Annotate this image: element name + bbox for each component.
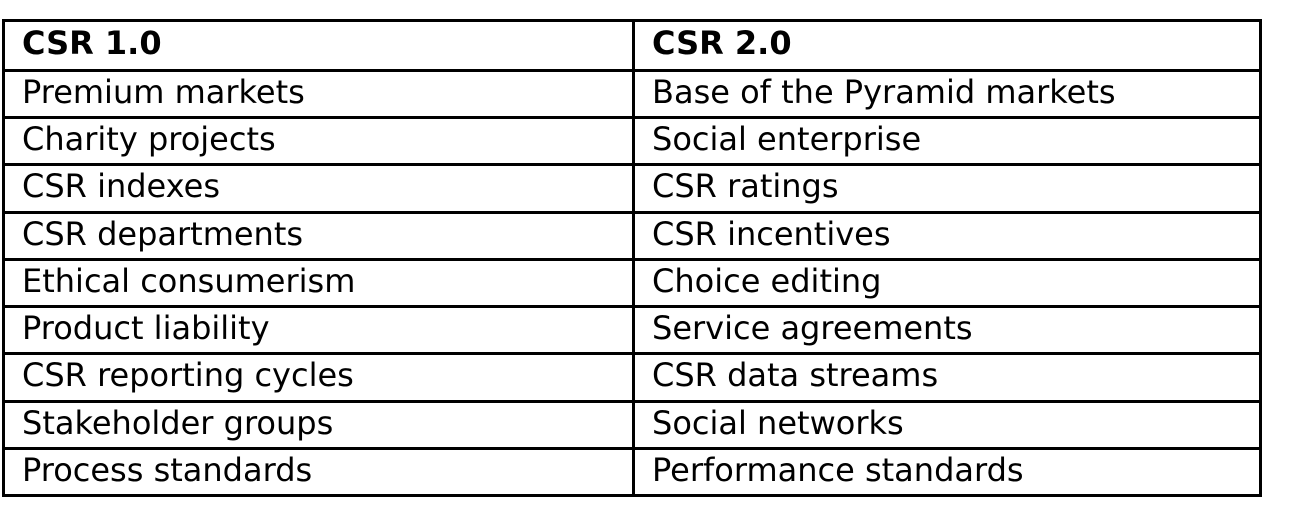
table-cell: Charity projects — [4, 118, 634, 165]
table-cell: Performance standards — [634, 448, 1261, 495]
table-row — [4, 212, 1261, 259]
table-row — [4, 307, 1261, 354]
csr-comparison-table — [2, 19, 1262, 497]
table-row — [4, 165, 1261, 212]
table-cell: CSR data streams — [634, 354, 1261, 401]
table-cell: Service agreements — [634, 307, 1261, 354]
table-cell: CSR reporting cycles — [4, 354, 634, 401]
table-cell: Product liability — [4, 307, 634, 354]
table-row — [4, 118, 1261, 165]
table-cell: Choice editing — [634, 259, 1261, 306]
table-cell: Social networks — [634, 401, 1261, 448]
table-header-row — [4, 21, 1261, 71]
header-cell-csr-1-0: CSR 1.0 — [4, 21, 634, 71]
table-cell: CSR incentives — [634, 212, 1261, 259]
table-row — [4, 71, 1261, 118]
table-cell: Process standards — [4, 448, 634, 495]
table-cell: Social enterprise — [634, 118, 1261, 165]
table-row — [4, 354, 1261, 401]
table-row — [4, 448, 1261, 495]
header-cell-csr-2-0: CSR 2.0 — [634, 21, 1261, 71]
table-cell: Base of the Pyramid markets — [634, 71, 1261, 118]
table-cell: Premium markets — [4, 71, 634, 118]
table-cell: CSR indexes — [4, 165, 634, 212]
table-row — [4, 259, 1261, 306]
table-cell: Stakeholder groups — [4, 401, 634, 448]
table-row — [4, 401, 1261, 448]
table-cell: CSR ratings — [634, 165, 1261, 212]
table-cell: CSR departments — [4, 212, 634, 259]
table-cell: Ethical consumerism — [4, 259, 634, 306]
